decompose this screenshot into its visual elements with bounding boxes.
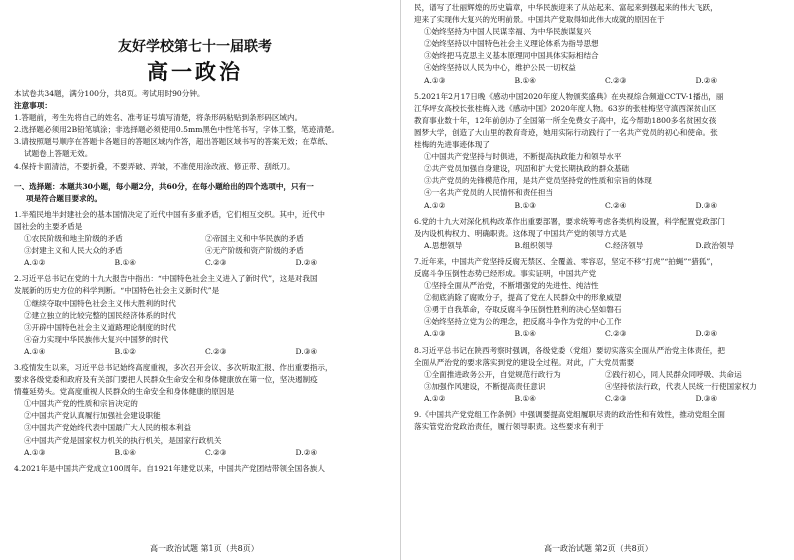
question-stem-cont: 全面从严治党的要求落实到党的建设全过程。对此，广大党员需要: [414, 357, 635, 367]
statement-row: [414, 369, 786, 381]
statement-row: [414, 381, 786, 393]
answer-choice: D.②④: [695, 329, 718, 339]
question-stem: 民，谱写了壮丽辉煌的历史篇章，中华民族迎来了从站起来、富起来到强起来的伟大飞跃，: [414, 3, 718, 12]
answer-choice: D.②④: [295, 258, 318, 268]
statement-row: [14, 245, 386, 257]
answer-choice: D.③④: [295, 346, 318, 356]
section-heading-cont: 项是符合题目要求的。: [26, 193, 102, 203]
answer-choice: A.①③: [424, 329, 446, 339]
statement-item: ④一名共产党员的人民情怀和责任担当: [424, 188, 554, 198]
answer-choice: D.政治领导: [695, 240, 735, 250]
answer-choice: C.②③: [205, 258, 227, 268]
statement-item: ④始终坚持立党为公的理念，把反腐斗争作为党的中心工作: [424, 317, 622, 327]
question-stem-cont: 国社会的主要矛盾是: [14, 221, 83, 231]
statement-item: ④坚持依法行政，代表人民统一行使国家权力: [605, 381, 757, 391]
question: [414, 2, 786, 87]
question-stem-cont: 要求各级党委和政府及有关部门要把人民群众生命安全和身体健康放在第一位，坚决遏制疫: [14, 375, 318, 385]
question: [414, 91, 786, 212]
question-stem: 2.习近平总书记在党的十九大报告中指出：“中国特色社会主义进入了新时代”，这是对我国: [14, 274, 318, 284]
statement-item: ②始终坚持以中国特色社会主义理论体系为指导思想: [424, 39, 599, 49]
answer-choice: A.思想领导: [424, 240, 463, 250]
answer-choice: C.②④: [605, 200, 627, 210]
statement-item: ②践行初心，同人民群众同呼吸、共命运: [605, 369, 742, 379]
answer-choice: D.②④: [695, 75, 718, 85]
question-stem: 1.半殖民地半封建社会的基本国情决定了近代中国有多重矛盾，它们相互交织。其中，近代中: [14, 209, 325, 219]
answer-choice: C.②③: [605, 329, 627, 339]
question-stem-cont: 落实管党治党政治责任，履行领导职责。这些要求有利于: [414, 422, 604, 432]
right-page: [414, 2, 786, 437]
answer-choice: C.②③: [205, 346, 227, 356]
question-stem: 4.2021年是中国共产党成立100周年。自1921年建党以来，中国共产党团结带领全国各族人: [14, 463, 325, 473]
question-stem-cont: 反腐斗争压倒性态势已经形成。事实证明，中国共产党: [414, 268, 597, 278]
question: [414, 216, 786, 252]
answer-choices: [414, 200, 786, 212]
footer-left: 高一政治试题 第1页（共8页）: [150, 544, 259, 553]
statement-item: ②彻底消除了腐败分子，提高了党在人民群众中的形象威望: [424, 293, 622, 303]
left-page: [14, 38, 386, 479]
question: [14, 463, 386, 475]
answer-choice: B.①③: [514, 200, 537, 210]
statement-item: ④奋力实现中华民族伟大复兴中国梦的时代: [24, 334, 169, 344]
answer-choice: C.②③: [605, 393, 627, 403]
answer-choice: A.①②: [424, 200, 446, 210]
answer-choice: D.③④: [695, 200, 718, 210]
answer-choices: [414, 328, 786, 340]
answer-choices: [414, 393, 786, 405]
statement-item: ①坚持全面从严治党，不断增强党的先进性、纯洁性: [424, 281, 599, 291]
answer-choice: B.①②: [114, 346, 137, 356]
section-heading: 一、选择题：本题共30小题，每小题2分，共60分，在每小题给出的四个选项中，只有一: [14, 181, 314, 191]
subject-title: 高一政治: [147, 60, 243, 84]
statement-item: ④始终坚持以人民为中心，维护公民一切权益: [424, 63, 576, 73]
question: [14, 209, 386, 269]
statement-item: ①中国共产党坚持与时俱进，不断提高执政能力和领导水平: [424, 152, 622, 162]
statement-item: ①中国共产党的性质和宗旨决定的: [24, 399, 138, 409]
question-stem: 8.习近平总书记在陕西考察时强调，各级党委（党组）要切实落实全面从严治党主体责任，把: [414, 345, 725, 355]
statement-item: ①始终坚持为中国人民谋幸福、为中华民族谋复兴: [424, 27, 592, 37]
question-stem: 9.《中国共产党党组工作条例》中强调要提高党组履职尽责的政治性和有效性，推动党组全面: [414, 410, 725, 419]
answer-choice: A.①②: [24, 258, 46, 268]
question: [14, 362, 386, 459]
question-stem: 5.2021年2月17日晚《感动中国2020年度人物颁奖盛典》在央视综合频道CCTV-1播出，丽: [414, 91, 724, 101]
question-stem: 7.近年来，中国共产党坚持反腐无禁区、全覆盖、零容忍，坚定不移“打虎”“拍蝇”“猎狐”，: [414, 256, 718, 266]
answer-choice: B.①④: [514, 393, 537, 403]
answer-choice: B.组织领导: [514, 240, 553, 250]
statement-item: ①农民阶级和地主阶级的矛盾: [24, 234, 123, 244]
statement-item: ③中国共产党始终代表中国最广大人民的根本利益: [24, 423, 192, 433]
question-stem: 6.党的十九大对深化机构改革作出重要部署，要求统筹考虑各类机构设置，科学配置党政部门: [414, 216, 725, 226]
question-stem-cont: 桂梅的先进事迹体现了: [414, 140, 490, 150]
question: [14, 273, 386, 358]
answer-choices: [14, 346, 386, 358]
right-questions: [414, 2, 786, 433]
answer-choice: B.①④: [514, 75, 537, 85]
answer-choice: C.②③: [605, 75, 627, 85]
question-stem-cont: 圆梦大学，创造了大山里的教育奇迹，她用实际行动践行了一名共产党员的初心和使命。张: [414, 127, 718, 137]
page-divider: [400, 0, 401, 560]
note-item: 3.请按照题号顺序在答题卡各题目的答题区域内作答，超出答题区域书写的答案无效；在草纸、: [14, 137, 333, 147]
statement-row: [14, 233, 386, 245]
statement-item: ③勇于自我革命，夺取反腐斗争压倒性胜利的决心坚如磐石: [424, 305, 622, 315]
statement-item: ②共产党员加强自身建设，巩固和扩大党长期执政的群众基础: [424, 164, 630, 174]
answer-choices: [14, 447, 386, 459]
note-item: 1.答题前，考生先将自己的姓名、准考证号填写清楚，将条形码粘贴到条形码区域内。: [14, 113, 303, 123]
left-questions: [14, 209, 386, 475]
answer-choices: [14, 257, 386, 269]
statement-item: ③封建主义和人民大众的矛盾: [24, 246, 123, 256]
answer-choices: [414, 75, 786, 87]
answer-choice: A.①③: [24, 447, 46, 457]
statement-item: ③开辟中国特色社会主义道路理论制度的时代: [24, 322, 176, 332]
question-stem-cont: 迎来了实现伟大复兴的光明前景。中国共产党取得如此伟大成就的原因在于: [414, 15, 665, 25]
question-stem-cont: 教育事业数十年，12年前创办了全国第一所全免费女子高中，迄今帮助1800多名贫困女孩: [414, 115, 717, 125]
statement-item: ②中国共产党认真履行加强社会建设职能: [24, 411, 161, 421]
statement-item: ②帝国主义和中华民族的矛盾: [205, 234, 304, 244]
statement-item: ①继续夺取中国特色社会主义伟大胜利的时代: [24, 298, 176, 308]
question-stem: 3.疫情发生以来，习近平总书记始终高度重视，多次召开会议、多次听取汇报、作出重要指示，: [14, 362, 333, 372]
answer-choice: C.经济领导: [605, 240, 644, 250]
answer-choice: D.②④: [295, 447, 318, 457]
statement-item: ①全面推进政务公开，自觉规范行政行为: [424, 369, 561, 379]
answer-choice: B.①④: [114, 447, 137, 457]
question: [414, 409, 786, 433]
answer-choice: A.①③: [424, 75, 446, 85]
statement-item: ②建立独立的比较完整的国民经济体系的时代: [24, 310, 176, 320]
answer-choice: D.③④: [695, 393, 718, 403]
question-stem-cont: 发展新的历史方位的科学判断。“中国特色社会主义新时代”是: [14, 286, 220, 296]
note-item: 试题卷上答题无效。: [24, 149, 93, 159]
answer-choices: [414, 240, 786, 252]
question: [414, 256, 786, 341]
note-item: 4.保持卡面清洁，不要折叠，不要弄破、弄皱，不准使用涂改液、修正带、刮纸刀。: [14, 161, 295, 171]
statement-item: ③共产党员的先锋模范作用，是共产党员坚持党的性质和宗旨的体现: [424, 176, 652, 186]
statement-item: ③始终把马克思主义基本原理同中国具体实际相结合: [424, 51, 599, 61]
note-item: 2.选择题必须用2B铅笔填涂；非选择题必须使用0.5mm黑色中性笔书写，字体工整，笔迹清楚。: [14, 125, 340, 135]
answer-choice: A.①②: [424, 393, 446, 403]
notes-title: 注意事项：: [14, 101, 52, 111]
school-title: 友好学校第七十一届联考: [118, 39, 272, 55]
statement-item: ③加强作风建设，不断提高责任意识: [424, 381, 546, 391]
answer-choice: A.①④: [24, 346, 46, 356]
answer-choice: B.①④: [514, 329, 537, 339]
statement-item: ④中国共产党是国家权力机关的执行机关，是国家行政机关: [24, 435, 222, 445]
question-stem-cont: 及内设机构权力、明确职责。这体现了中国共产党的领导方式是: [414, 228, 627, 238]
question-stem-cont: 江华坪女高校长张桂梅入选《感动中国》2020年度人物。63岁的张桂梅坚守滇西深贫山区: [414, 103, 717, 113]
notes-list: [14, 112, 386, 172]
statement-item: ④无产阶级和资产阶级的矛盾: [205, 246, 304, 256]
question-stem-cont: 情蔓延势头。党高度重视人民群众的生命安全和身体健康的原因是: [14, 387, 235, 397]
answer-choice: B.①④: [114, 258, 137, 268]
footer-right: 高一政治试题 第2页（共8页）: [544, 544, 653, 553]
answer-choice: C.②③: [205, 447, 227, 457]
exam-info: 本试卷共34题，满分100分，共8页。考试用时90分钟。: [14, 89, 205, 98]
question: [414, 345, 786, 405]
